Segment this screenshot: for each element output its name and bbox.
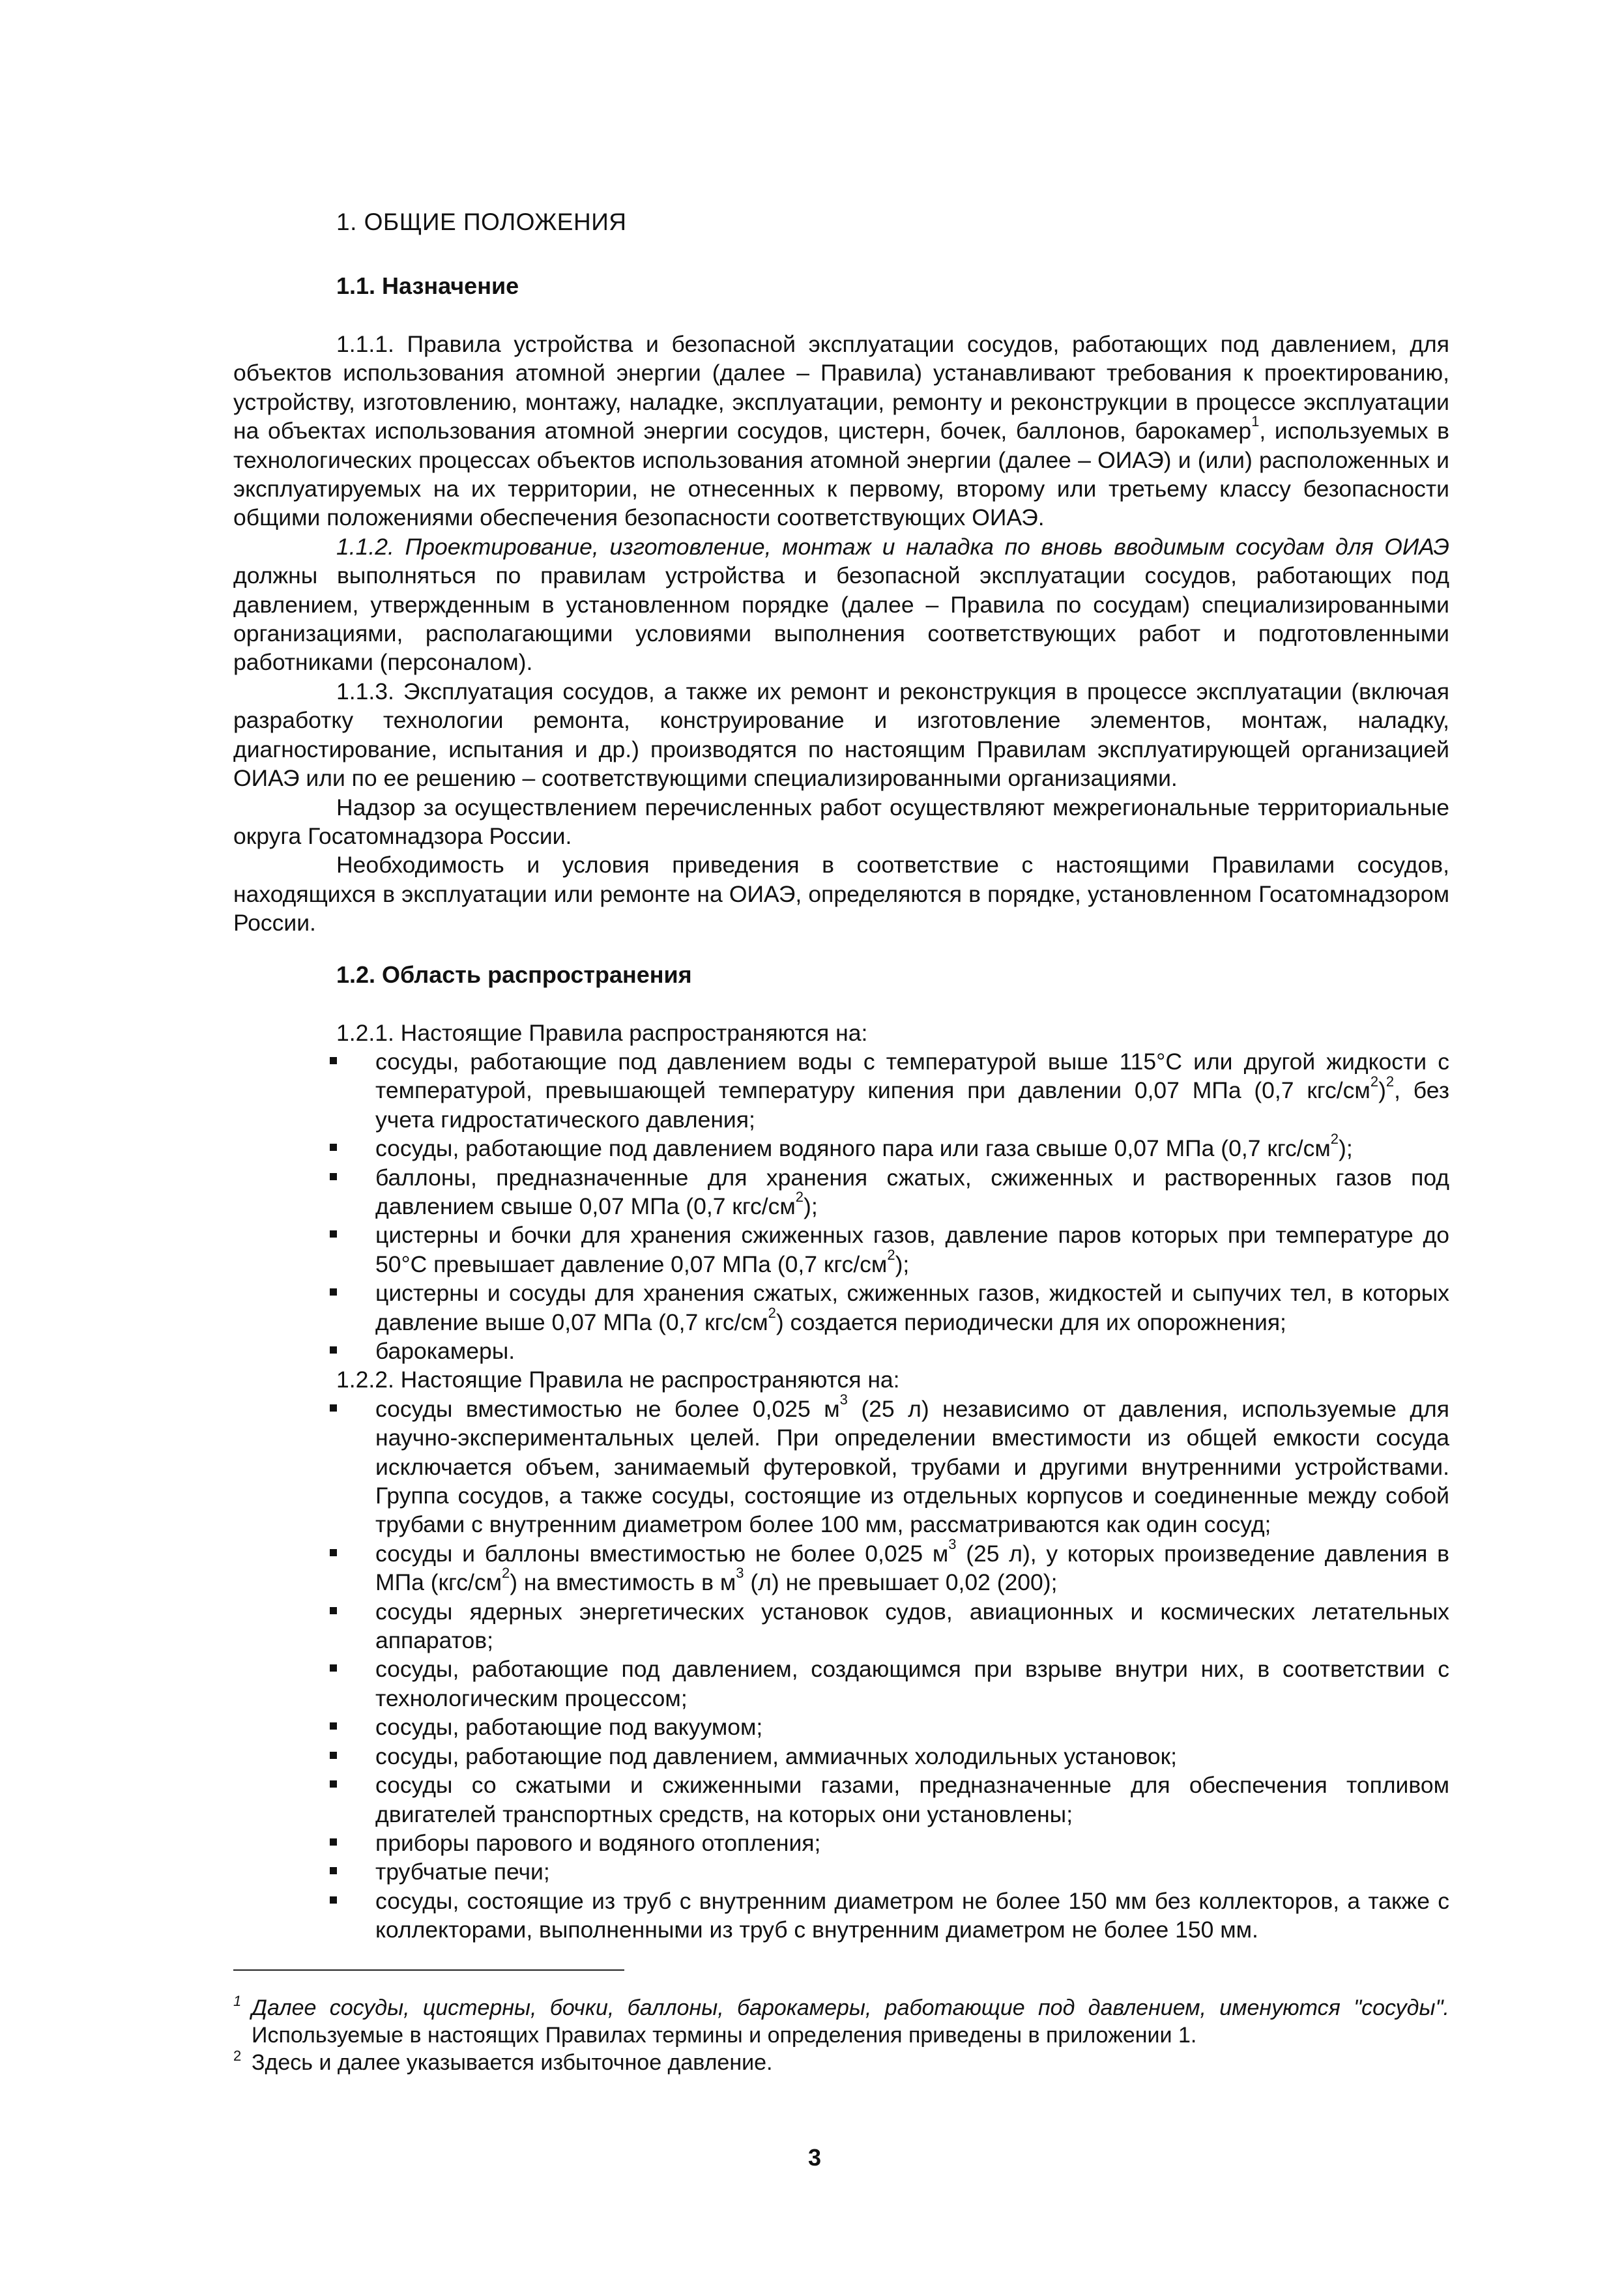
list-item-text: (25 л) независимо от давления, используемые для научно-экспериментальных целей. При определении вместимости из общей емкости сосуда исключается объем, занимаемый футеровкой, трубами и другими внутренними устройствами. Группа сосудов, а также сосуды, состоящие из отдельных корпусов и соединенные между собой трубами с внутренним диаметром более 100 мм, рассматриваются как один сосуд; — [375, 1395, 1449, 1538]
bullet-marker — [330, 1838, 337, 1846]
bullet-marker — [330, 1173, 337, 1180]
list-item-text: (25 л), у которых произведение давления в МПа (кгс/см — [375, 1540, 1449, 1596]
paragraph-1-2-2: 1.2.2. Настоящие Правила не распространяются на: — [336, 1367, 900, 1393]
bullet-marker — [330, 1549, 337, 1556]
paragraph-text: 1.1.1. Правила устройства и безопасной эксплуатации сосудов, работающих под давлением, для объектов использования атомной энергии (далее – Правила) устанавливают требования к проектированию, устройству, изготовлению, монтажу, наладке, эксплуатации, ремонту и реконструкции в процессе эксплуатации на объектах использования атомной энергии сосудов, цистерн, бочек, баллонов, барокамер — [233, 331, 1449, 444]
list-item-text: ); — [804, 1193, 818, 1219]
list-item-text: цистерны и сосуды для хранения сжатых, сжиженных газов, жидкостей и сыпучих тел, в которых давление выше 0,07 МПа (0,7 кгс/см — [375, 1280, 1449, 1335]
list-item-text: (л) не превышает 0,02 (200); — [744, 1569, 1058, 1596]
list-item — [233, 1163, 1449, 1221]
superscript: 2 — [887, 1246, 895, 1263]
list-item-text: ); — [1339, 1135, 1353, 1162]
list-item — [233, 1597, 1449, 1655]
list-item — [233, 1279, 1449, 1337]
scope-list — [233, 1047, 1449, 1365]
bullet-marker — [330, 1867, 337, 1874]
list-item — [233, 1771, 1449, 1829]
list-item-text: приборы парового и водяного отопления; — [375, 1829, 821, 1856]
list-item-text: баллоны, предназначенные для хранения сжатых, сжиженных и растворенных газов под давлением свыше 0,07 МПа (0,7 кгс/см — [375, 1164, 1449, 1219]
list-item — [233, 1887, 1449, 1945]
paragraph-italic-text: 1.1.2. Проектирование, изготовление, монтаж и наладка по вновь вводимым сосудам для ОИАЭ — [336, 533, 1449, 560]
bullet-marker — [330, 1288, 337, 1296]
list-item-text: ) создается периодически для их опорожнения; — [776, 1309, 1286, 1335]
superscript: 3 — [839, 1391, 848, 1408]
bullet-marker — [330, 1780, 337, 1788]
superscript: 2 — [1370, 1073, 1379, 1090]
list-item-text: ) на вместимость в м — [510, 1569, 736, 1596]
footnote-ref-1: 1 — [1251, 413, 1260, 430]
list-item-text: сосуды, состоящие из труб с внутренним диаметром не более 150 мм без коллекторов, а также с коллекторами, выполненными из труб с внутренним диаметром не более 150 мм. — [375, 1887, 1449, 1943]
paragraph-compliance: Необходимость и условия приведения в соответствие с настоящими Правилами сосудов, находящихся в эксплуатации или ремонте на ОИАЭ, определяются в порядке, установленном Госатомнадзором России. — [233, 852, 1449, 936]
paragraph-1-1-3: 1.1.3. Эксплуатация сосудов, а также их ремонт и реконструкция в процессе эксплуатации (включая разработку технологии ремонта, конструирование и изготовление элементов, монтаж, наладку, диагностирование, испытания и др.) производятся по настоящим Правилам эксплуатирующей организацией ОИАЭ или по ее решению – соответствующими специализированными организациями. — [233, 678, 1449, 792]
bullet-marker — [330, 1664, 337, 1672]
footnote-ref-2: 2 — [1385, 1073, 1395, 1090]
paragraph-1-2-1: 1.2.1. Настоящие Правила распространяются на: — [336, 1019, 868, 1046]
list-item-text: сосуды, работающие под вакуумом; — [375, 1714, 763, 1741]
subsection-title-scope: 1.2. Область распространения — [336, 961, 692, 988]
list-item-text: барокамеры. — [375, 1338, 515, 1364]
paragraph-1-1-1 — [233, 330, 1449, 532]
superscript: 3 — [736, 1565, 744, 1582]
bullet-marker — [330, 1404, 337, 1412]
bullet-marker — [330, 1057, 337, 1064]
list-item — [233, 1857, 1449, 1886]
list-item — [233, 1391, 1449, 1539]
footnote-1 — [233, 1994, 1449, 2049]
list-item-text: сосуды, работающие под давлением водяного пара или газа свыше 0,07 МПа (0,7 кгс/см — [375, 1135, 1331, 1162]
superscript: 2 — [502, 1565, 510, 1582]
list-item — [233, 1829, 1449, 1857]
list-item-text: сосуды, работающие под давлением воды с температурой выше 115°С или другой жидкости с температурой, превышающей температуру кипения при давлении 0,07 МПа (0,7 кгс/см — [375, 1048, 1449, 1104]
list-item — [233, 1131, 1449, 1163]
list-item — [233, 1536, 1449, 1597]
paragraph-supervision: Надзор за осуществлением перечисленных работ осуществляют межрегиональные территориальные округа Госатомнадзора России. — [233, 794, 1449, 849]
list-item-text: , без учета гидростатического давления; — [375, 1077, 1449, 1133]
bullet-marker — [330, 1144, 337, 1151]
footnote-italic-text: Далее сосуды, цистерны, бочки, баллоны, барокамеры, работающие под давлением, именуются "сосуды". — [252, 1995, 1449, 2020]
footnote-separator — [233, 1969, 624, 1971]
list-item-text: ); — [895, 1251, 910, 1277]
list-item — [233, 1655, 1449, 1713]
superscript: 3 — [948, 1536, 957, 1553]
superscript: 2 — [1330, 1131, 1339, 1148]
footnote-mark: 2 — [233, 2048, 242, 2064]
bullet-marker — [330, 1722, 337, 1730]
paragraph-text: должны выполняться по правилам устройства и безопасной эксплуатации сосудов, работающих под давлением, утвержденным в установленном порядке (далее – Правила по сосудам) специализированными организациями, располагающими условиями выполнения соответствующих работ и подготовленными работниками (персоналом). — [233, 562, 1449, 676]
list-item-text: ) — [1378, 1077, 1386, 1104]
list-item-text: сосуды, работающие под давлением, создающимся при взрыве внутри них, в соответствии с технологическим процессом; — [375, 1656, 1449, 1711]
list-item-text: сосуды, работающие под давлением, аммиачных холодильных установок; — [375, 1743, 1177, 1769]
superscript: 2 — [768, 1304, 776, 1321]
list-item-text: сосуды ядерных энергетических установок судов, авиационных и космических летательных аппаратов; — [375, 1598, 1449, 1654]
paragraph-1-1-2 — [233, 532, 1449, 677]
section-title: 1. ОБЩИЕ ПОЛОЖЕНИЯ — [336, 209, 627, 235]
list-item-text: сосуды и баллоны вместимостью не более 0,025 м — [375, 1540, 949, 1567]
page-body — [233, 207, 1449, 1945]
footnote-mark: 1 — [233, 1993, 242, 2009]
bullet-marker — [330, 1230, 337, 1238]
page-number: 3 — [808, 2144, 822, 2171]
footnote-2 — [233, 2049, 1449, 2076]
paragraph-text: , используемых в технологических процессах объектов использования атомной энергии (далее – ОИАЭ) и (или) расположенных и эксплуатируемых на их территории, не отнесенных к первому, второму или третьему классу безопасности общими положениями обеспечения безопасности соответствующих ОИАЭ. — [233, 418, 1449, 531]
list-item-text: сосуды вместимостью не более 0,025 м — [375, 1395, 840, 1422]
list-item — [233, 1337, 1449, 1365]
list-item — [233, 1742, 1449, 1771]
footnote-text: Здесь и далее указывается избыточное давление. — [252, 2050, 773, 2075]
list-item-text: трубчатые печи; — [375, 1859, 550, 1885]
bullet-marker — [330, 1607, 337, 1614]
superscript: 2 — [795, 1189, 804, 1206]
list-item-text: цистерны и бочки для хранения сжиженных газов, давление паров которых при температуре до 50°С превышает давление 0,07 МПа (0,7 кгс/см — [375, 1222, 1449, 1277]
exclusion-list — [233, 1391, 1449, 1945]
footnote-text: Используемые в настоящих Правилах термины и определения приведены в приложении 1. — [252, 2023, 1197, 2048]
list-item-text: сосуды со сжатыми и сжиженными газами, предназначенные для обеспечения топливом двигателей транспортных средств, на которых они установлены; — [375, 1772, 1449, 1827]
bullet-marker — [330, 1752, 337, 1759]
list-item — [233, 1713, 1449, 1741]
list-item — [233, 1047, 1449, 1134]
footnotes — [233, 1994, 1449, 2076]
bullet-marker — [330, 1346, 337, 1354]
bullet-marker — [330, 1896, 337, 1904]
list-item — [233, 1221, 1449, 1279]
subsection-title-purpose: 1.1. Назначение — [336, 272, 519, 299]
